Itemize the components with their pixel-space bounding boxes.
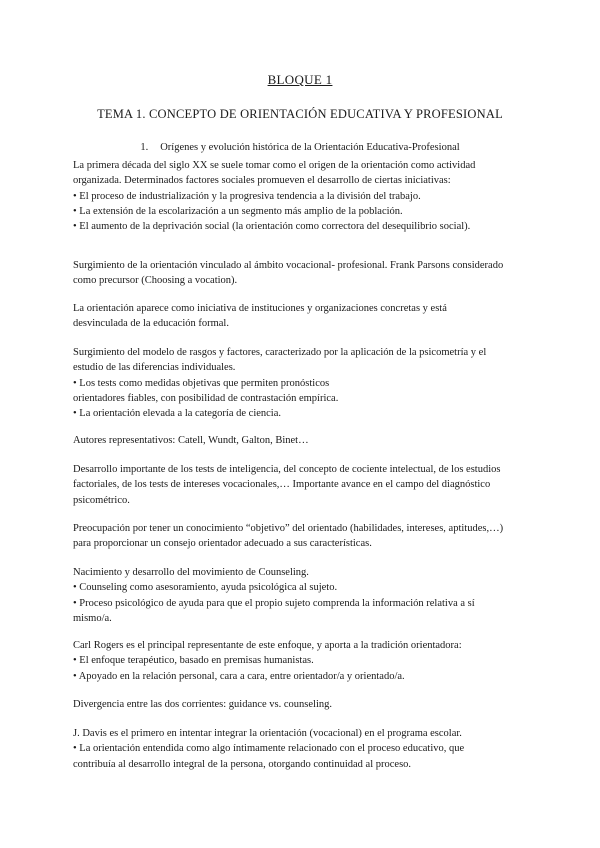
paragraph-divergence [73, 697, 543, 712]
paragraph-authors [73, 433, 543, 448]
paragraph-line: para proporcionar un consejo orientador adecuado a sus características. [73, 538, 372, 550]
paragraph-line: Desarrollo importante de los tests de inteligencia, del concepto de cociente intelectual, de los estudios [73, 464, 501, 475]
paragraph-line: J. Davis es el primero en intentar integrar la orientación (vocacional) en el programa escolar. [73, 728, 462, 739]
section-heading [0, 142, 600, 153]
bullet-item: • La orientación elevada a la categoría de ciencia. [73, 408, 282, 420]
paragraph-line: como precursor (Choosing a vocation). [73, 275, 238, 287]
paragraph-line: estudio de las diferencias individuales. [73, 362, 236, 374]
paragraph-davis [73, 726, 543, 772]
paragraph-institutions [73, 301, 543, 332]
bullet-item: • Proceso psicológico de ayuda para que el propio sujeto comprenda la información relativa a sí [73, 597, 475, 609]
paragraph-line: organizada. Determinados factores sociales promueven el desarrollo de ciertas iniciativas: [73, 175, 451, 187]
paragraph-line: Nacimiento y desarrollo del movimiento de Counseling. [73, 567, 309, 578]
bullet-item: • El aumento de la deprivación social (la orientación como correctora del desequilibrio social). [73, 221, 471, 233]
bullet-item: • Los tests como medidas objetivas que permiten pronósticos [73, 377, 330, 389]
bloque-heading: BLOQUE 1 [267, 72, 333, 87]
paragraph-line: orientadores fiables, con posibilidad de contrastación empírica. [73, 392, 339, 404]
paragraph-knowledge [73, 521, 543, 552]
paragraph-line: contribuía al desarrollo integral de la persona, otorgando continuidad al proceso. [73, 758, 412, 770]
bullet-item: • La orientación entendida como algo íntimamente relacionado con el proceso educativo, que [73, 743, 465, 755]
section-number: 1. [140, 142, 149, 153]
paragraph-counseling [73, 565, 543, 626]
paragraph-line: Divergencia entre las dos corrientes: guidance vs. counseling. [73, 699, 333, 710]
paragraph-line: Autores representativos: Catell, Wundt, Galton, Binet… [73, 435, 309, 446]
bullet-item: • Counseling como asesoramiento, ayuda psicológica al sujeto. [73, 582, 338, 594]
bullet-item: • Apoyado en la relación personal, cara a cara, entre orientador/a y orientado/a. [73, 670, 405, 682]
paragraph-line: psicométrico. [73, 494, 130, 506]
paragraph-rogers [73, 638, 543, 684]
paragraph-line: factoriales, de los tests de intereses vocacionales,… Importante avance en el campo del diagnóstico [73, 479, 491, 491]
paragraph-line: La orientación aparece como iniciativa de instituciones y organizaciones concretas y está [73, 303, 447, 314]
paragraph-traits-factors [73, 345, 543, 421]
paragraph-line: Surgimiento de la orientación vinculado al ámbito vocacional- profesional. Frank Parsons considerado [73, 260, 504, 271]
tema-heading: TEMA 1. CONCEPTO DE ORIENTACIÓN EDUCATIVA Y PROFESIONAL [97, 107, 503, 121]
paragraph-tests [73, 462, 543, 508]
paragraph-parsons [73, 258, 543, 289]
paragraph-origins [73, 158, 543, 234]
paragraph-line: Carl Rogers es el principal representante de este enfoque, y aporta a la tradición orientadora: [73, 640, 462, 651]
paragraph-line: mismo/a. [73, 612, 112, 624]
bullet-item: • El enfoque terapéutico, basado en premisas humanistas. [73, 655, 314, 667]
section-title: Orígenes y evolución histórica de la Orientación Educativa-Profesional [160, 142, 460, 153]
paragraph-line: desvinculada de la educación formal. [73, 318, 229, 330]
paragraph-line: Preocupación por tener un conocimiento “objetivo” del orientado (habilidades, intereses, aptitudes,…) [73, 523, 504, 534]
bullet-item: • El proceso de industrialización y la progresiva tendencia a la división del trabajo. [73, 190, 421, 202]
bullet-item: • La extensión de la escolarización a un segmento más amplio de la población. [73, 205, 403, 217]
paragraph-line: La primera década del siglo XX se suele tomar como el origen de la orientación como actividad [73, 160, 476, 171]
paragraph-line: Surgimiento del modelo de rasgos y factores, caracterizado por la aplicación de la psicometría y el [73, 347, 487, 358]
